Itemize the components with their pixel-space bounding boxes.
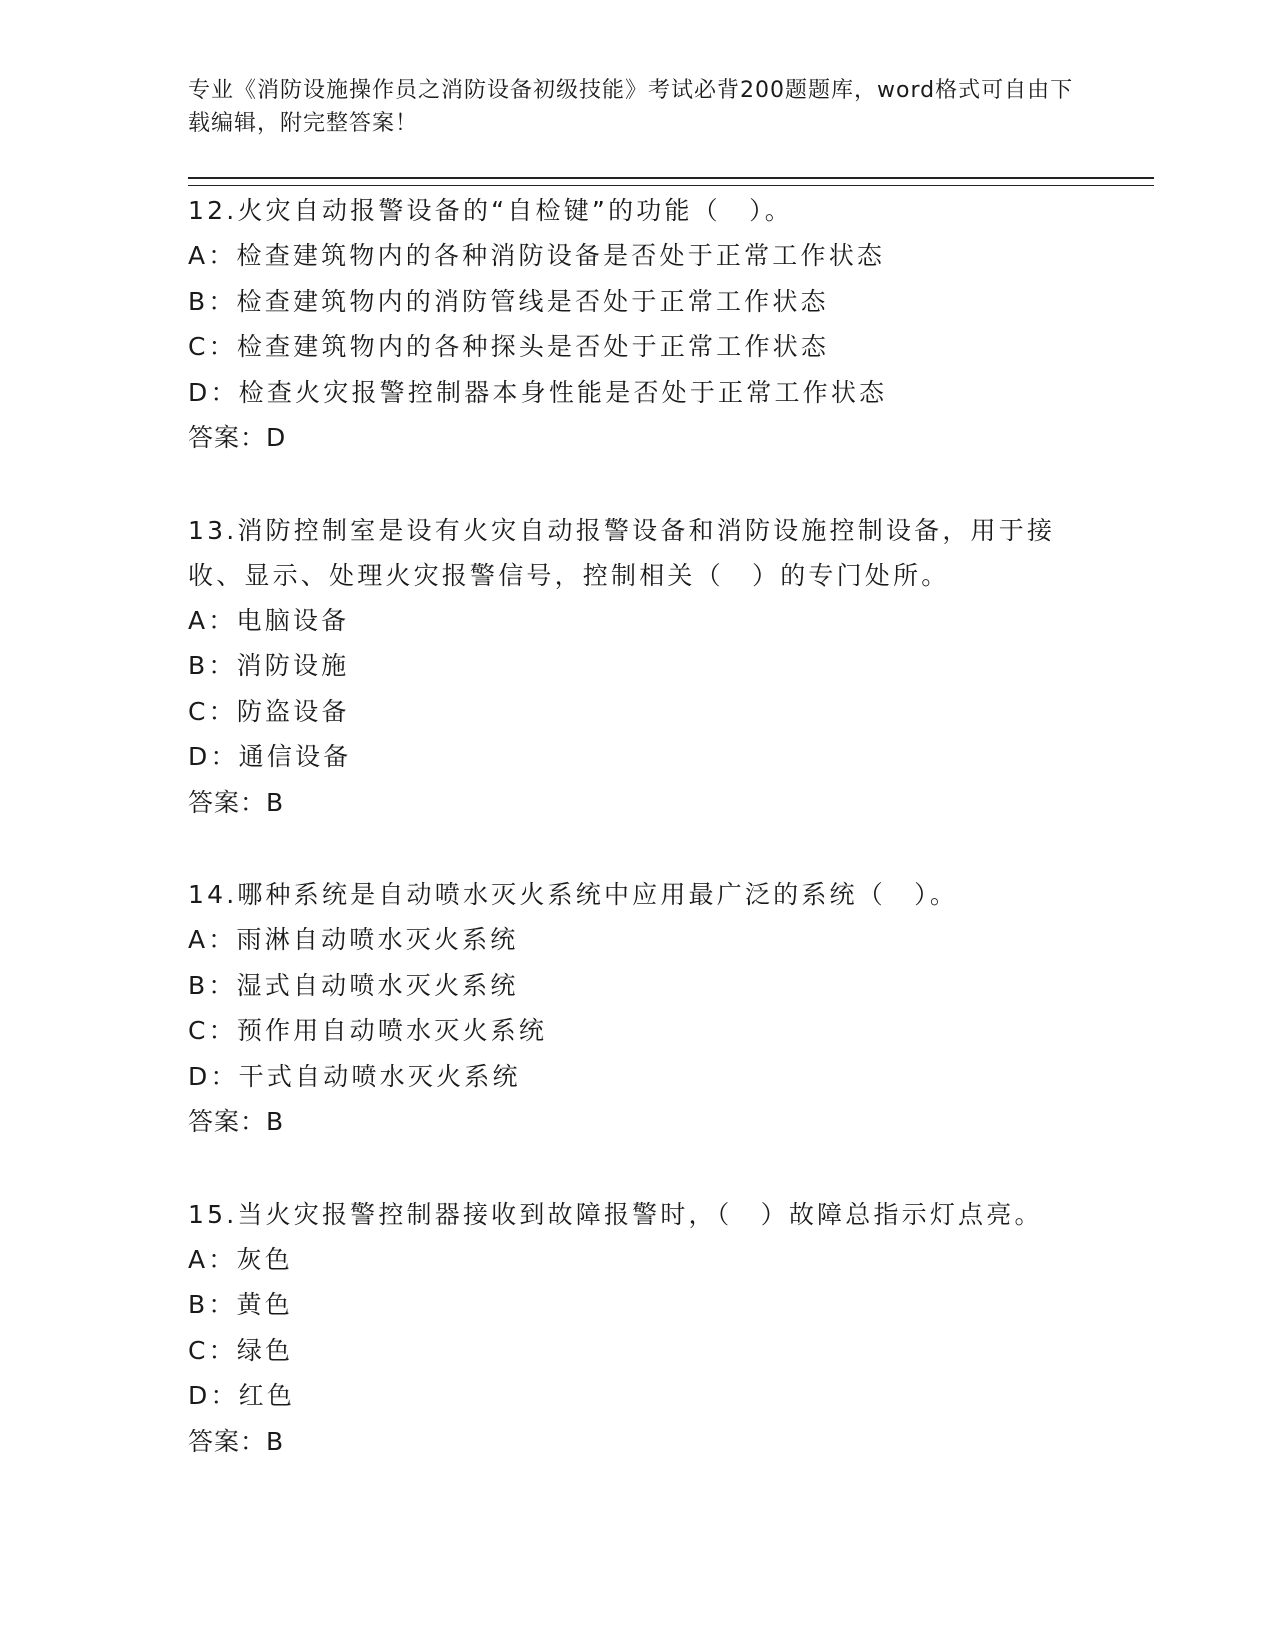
option-c: C：预作用自动喷水灭火系统 <box>188 1016 548 1045</box>
option-d: D：通信设备 <box>188 742 352 771</box>
option-b: B：消防设施 <box>188 651 350 680</box>
question-15 <box>188 1192 1088 1465</box>
document-header: 专业《消防设施操作员之消防设备初级技能》考试必背200题题库，word格式可自由下载编辑，附完整答案！ <box>188 78 1074 136</box>
option-d: D：红色 <box>188 1381 296 1410</box>
option-c: C：检查建筑物内的各种探头是否处于正常工作状态 <box>188 332 830 361</box>
question-14 <box>188 872 1088 1145</box>
option-c: C：防盗设备 <box>188 696 350 726</box>
option-c: C：绿色 <box>188 1335 294 1365</box>
option-a: A：雨淋自动喷水灭火系统 <box>188 925 519 954</box>
question-13 <box>188 508 1088 826</box>
option-a: A：检查建筑物内的各种消防设备是否处于正常工作状态 <box>188 241 886 270</box>
option-d: D：干式自动喷水灭火系统 <box>188 1061 521 1091</box>
option-b: B：检查建筑物内的消防管线是否处于正常工作状态 <box>188 286 829 316</box>
option-b: B：湿式自动喷水灭火系统 <box>188 970 519 1000</box>
question-list <box>188 188 1088 1511</box>
question-stem: 12.火灾自动报警设备的“自检键”的功能（ ）。 <box>188 196 793 225</box>
question-stem: 13.消防控制室是设有火灾自动报警设备和消防设施控制设备，用于接收、显示、处理火灾报警信号，控制相关（ ）的专门处所。 <box>188 515 1056 590</box>
option-b: B：黄色 <box>188 1290 293 1319</box>
header-divider <box>188 177 1154 186</box>
question-stem: 15.当火灾报警控制器接收到故障报警时，（ ）故障总指示灯点亮。 <box>188 1199 1043 1229</box>
answer: 答案：B <box>188 787 285 817</box>
answer: 答案：B <box>188 1107 285 1136</box>
answer: 答案：B <box>188 1426 285 1456</box>
question-stem: 14.哪种系统是自动喷水灭火系统中应用最广泛的系统（ ）。 <box>188 880 959 909</box>
question-12 <box>188 188 1088 461</box>
answer: 答案：D <box>188 423 287 452</box>
option-a: A：电脑设备 <box>188 605 350 635</box>
option-d: D：检查火灾报警控制器本身性能是否处于正常工作状态 <box>188 377 888 407</box>
option-a: A：灰色 <box>188 1244 293 1274</box>
